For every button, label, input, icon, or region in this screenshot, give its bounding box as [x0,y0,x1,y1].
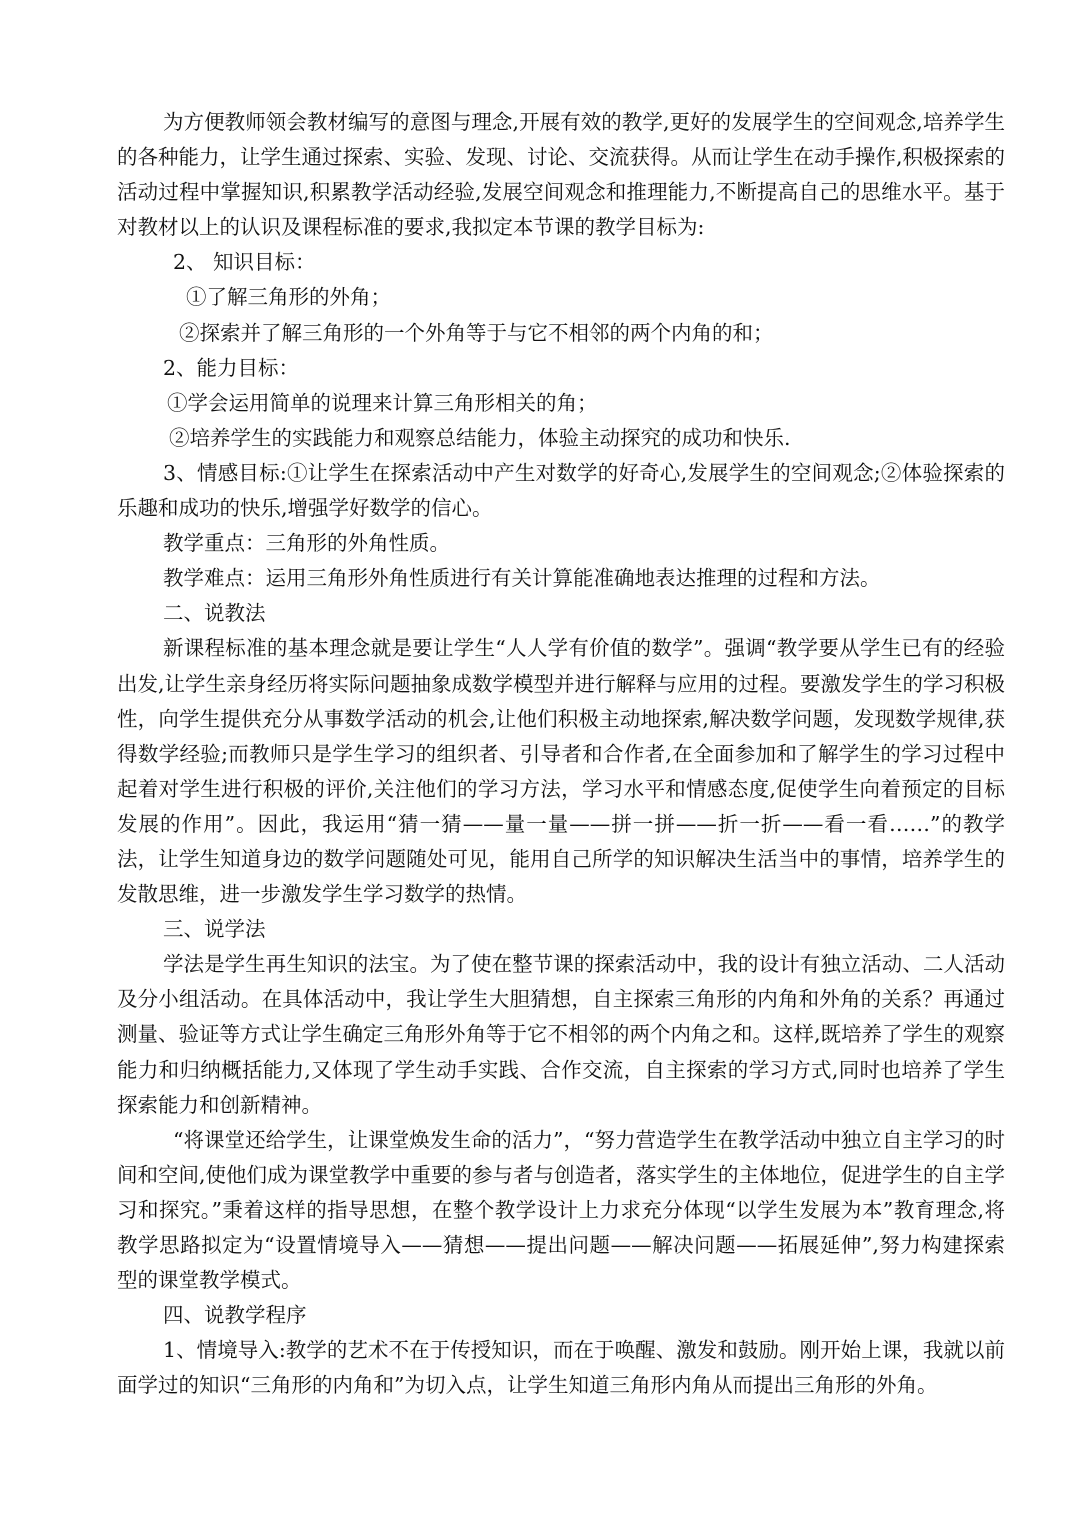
knowledge-objective-heading: 2、 知识目标： [173,250,316,275]
section-heading-teaching-method: 二、说教法 [163,601,266,626]
ability-objective-item-1: ①学会运用简单的说理来计算三角形相关的角； [167,390,598,415]
emotion-objective-paragraph: 3、情感目标:①让学生在探索活动中产生对数学的好奇心,发展学生的空间观念;②体验探索的乐趣和成功的快乐,增强学好数学的信心。 [117,460,1005,521]
document-body [117,105,1005,1403]
ability-objective-item-2: ②培养学生的实践能力和观察总结能力，体验主动探究的成功和快乐. [169,425,791,450]
intro-paragraph: 为方便教师领会教材编写的意图与理念,开展有效的教学,更好的发展学生的空间观念,培养学生的各种能力，让学生通过探索、实验、发现、讨论、交流获得。从而让学生在动手操作,积极探索的活动过程中掌握知识,积累教学活动经验,发展空间观念和推理能力,不断提高自己的思维水平。基于对教材以上的认识及课程标准的要求,我拟定本节课的教学目标为: [117,110,1006,240]
knowledge-objective-item-2: ②探索并了解三角形的一个外角等于与它不相邻的两个内角的和； [179,320,774,345]
section-heading-teaching-procedure: 四、说教学程序 [163,1303,307,1328]
ability-objective-heading: 2、能力目标： [163,355,300,380]
teaching-key-point: 教学重点：三角形的外角性质。 [163,531,450,556]
knowledge-objective-item-1: ①了解三角形的外角； [186,285,391,310]
teaching-difficulty: 教学难点：运用三角形外角性质进行有关计算能准确地表达推理的过程和方法。 [163,566,881,591]
section-heading-learning-method: 三、说学法 [163,917,266,942]
learning-method-paragraph: 学法是学生再生知识的法宝。为了使在整节课的探索活动中，我的设计有独立活动、二人活动及分小组活动。在具体活动中，我让学生大胆猜想，自主探索三角形的内角和外角的关系？再通过测量、验证等方式让学生确定三角形外角等于它不相邻的两个内角之和。这样,既培养了学生的观察能力和归纳概括能力,又体现了学生动手实践、合作交流，自主探索的学习方式,同时也培养了学生探索能力和创新精神。 [117,952,1006,1117]
guiding-idea-paragraph: “将课堂还给学生，让课堂焕发生命的活力”，“努力营造学生在教学活动中独立自主学习的时间和空间,使他们成为课堂教学中重要的参与者与创造者，落实学生的主体地位，促进学生的自主学习和探究。”秉着这样的指导思想，在整个教学设计上力求充分体现“以学生发展为本”教育理念,将教学思路拟定为“设置情境导入——猜想——提出问题——解决问题——拓展延伸”,努力构建探索型的课堂教学模式。 [117,1127,1006,1293]
situation-introduction-paragraph: 1、情境导入:教学的艺术不在于传授知识，而在于唤醒、激发和鼓励。刚开始上课，我就以前面学过的知识“三角形的内角和”为切入点，让学生知道三角形内角从而提出三角形的外角。 [117,1338,1005,1398]
teaching-method-paragraph: 新课程标准的基本理念就是要让学生“人人学有价值的数学”。强调“教学要从学生已有的经验出发,让学生亲身经历将实际问题抽象成数学模型并进行解释与应用的过程。要激发学生的学习积极性，向学生提供充分从事数学活动的机会,让他们积极主动地探索,解决数学问题，发现数学规律,获得数学经验;而教师只是学生学习的组织者、引导者和合作者,在全面参加和了解学生的学习过程中起着对学生进行积极的评价,关注他们的学习方法，学习水平和情感态度,促使学生向着预定的目标发展的作用”。因此，我运用“猜一猜——量一量——拼一拼——折一折——看一看……”的教学法，让学生知道身边的数学问题随处可见，能用自己所学的知识解决生活当中的事情，培养学生的发散思维，进一步激发学生学习数学的热情。 [117,636,1006,907]
